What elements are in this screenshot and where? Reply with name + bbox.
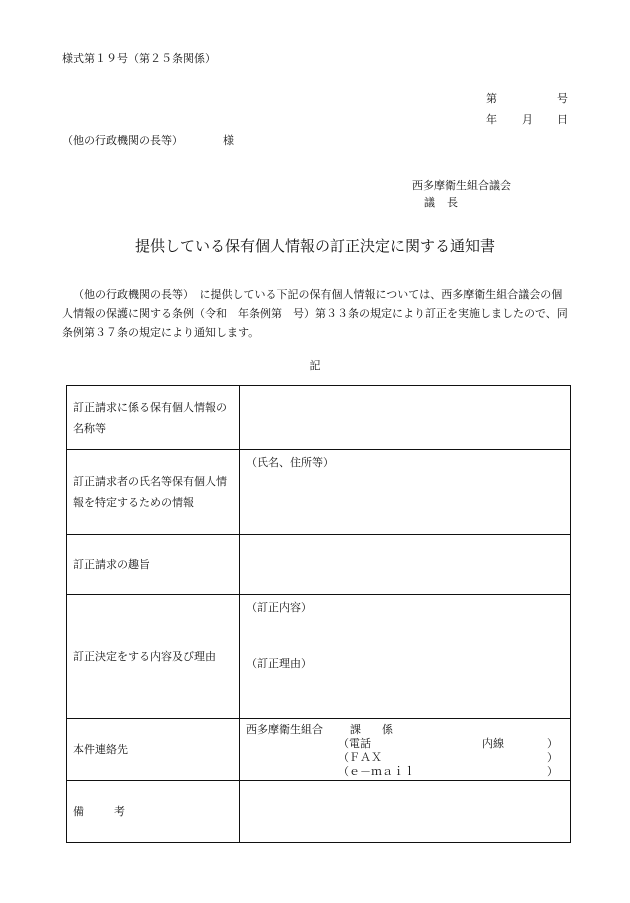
row2-label: 訂正請求者の氏名等保有個人情報を特定するための情報 [67, 450, 240, 535]
form-number: 様式第１９号（第２５条関係） [62, 52, 216, 65]
row2-value [240, 450, 571, 535]
row3-label: 訂正請求の趣旨 [67, 535, 240, 595]
sender-title [424, 194, 458, 210]
table-row [67, 719, 571, 781]
contact-fax: （ＦＡＸ [338, 751, 382, 764]
table-row [67, 595, 571, 719]
table-row [67, 535, 571, 595]
document-title: 提供している保有個人情報の訂正決定に関する通知書 [134, 237, 495, 255]
contact-info [240, 719, 571, 781]
contact-tel-line [246, 733, 564, 750]
body-text: （他の行政機関の長等） に提供している下記の保有個人情報については、西多摩衛生組合議会の個人情報の保護に関する条例（令和 年条例第 号）第３３条の規定により訂正を実施しましたので、同条例第３７条の規定により通知します。 [62, 288, 568, 339]
row1-value [240, 386, 571, 450]
sender-title-1: 議 [424, 196, 435, 209]
row6-label-1: 備 [73, 805, 84, 818]
contact-kakari: 係 [382, 723, 393, 736]
contact-tel: （電話 [338, 737, 371, 750]
addressee [62, 132, 234, 148]
contact-naisen: 内線 [482, 737, 504, 750]
details-table [66, 385, 571, 843]
date-month: 月 [522, 113, 533, 126]
contact-email: （ｅ－ｍａｉｌ [338, 765, 415, 778]
row4-note1: （訂正内容） [246, 601, 312, 614]
date-year: 年 [486, 113, 497, 126]
table-row [67, 450, 571, 535]
doc-number-go: 号 [557, 92, 568, 105]
row3-value [240, 535, 571, 595]
contact-org-line [246, 719, 564, 736]
contact-fax-line [246, 747, 564, 764]
sender-organization: 西多摩衛生組合議会 [412, 179, 511, 192]
row6-label-2: 考 [114, 805, 125, 818]
row5-label: 本件連絡先 [67, 719, 240, 781]
date-day: 日 [557, 113, 568, 126]
doc-number-dai: 第 [486, 92, 497, 105]
addressee-honorific: 様 [223, 134, 234, 147]
row6-value [240, 781, 571, 843]
row1-label: 訂正請求に係る保有個人情報の名称等 [67, 386, 240, 450]
row4-note2: （訂正理由） [246, 657, 312, 670]
table-row [67, 386, 571, 450]
addressee-name: （他の行政機関の長等） [62, 134, 183, 147]
contact-tel-close: ） [547, 737, 558, 750]
contact-email-line [246, 761, 564, 778]
row6-label [67, 781, 240, 843]
row2-note: （氏名、住所等） [246, 456, 334, 469]
contact-ka: 課 [350, 723, 361, 736]
table-row [67, 781, 571, 843]
row4-label: 訂正決定をする内容及び理由 [67, 595, 240, 719]
row4-value [240, 595, 571, 719]
contact-org: 西多摩衛生組合 [246, 723, 323, 736]
ki-marker: 記 [309, 359, 321, 372]
contact-fax-close: ） [547, 751, 558, 764]
sender-title-2: 長 [447, 196, 458, 209]
contact-email-close: ） [547, 765, 558, 778]
